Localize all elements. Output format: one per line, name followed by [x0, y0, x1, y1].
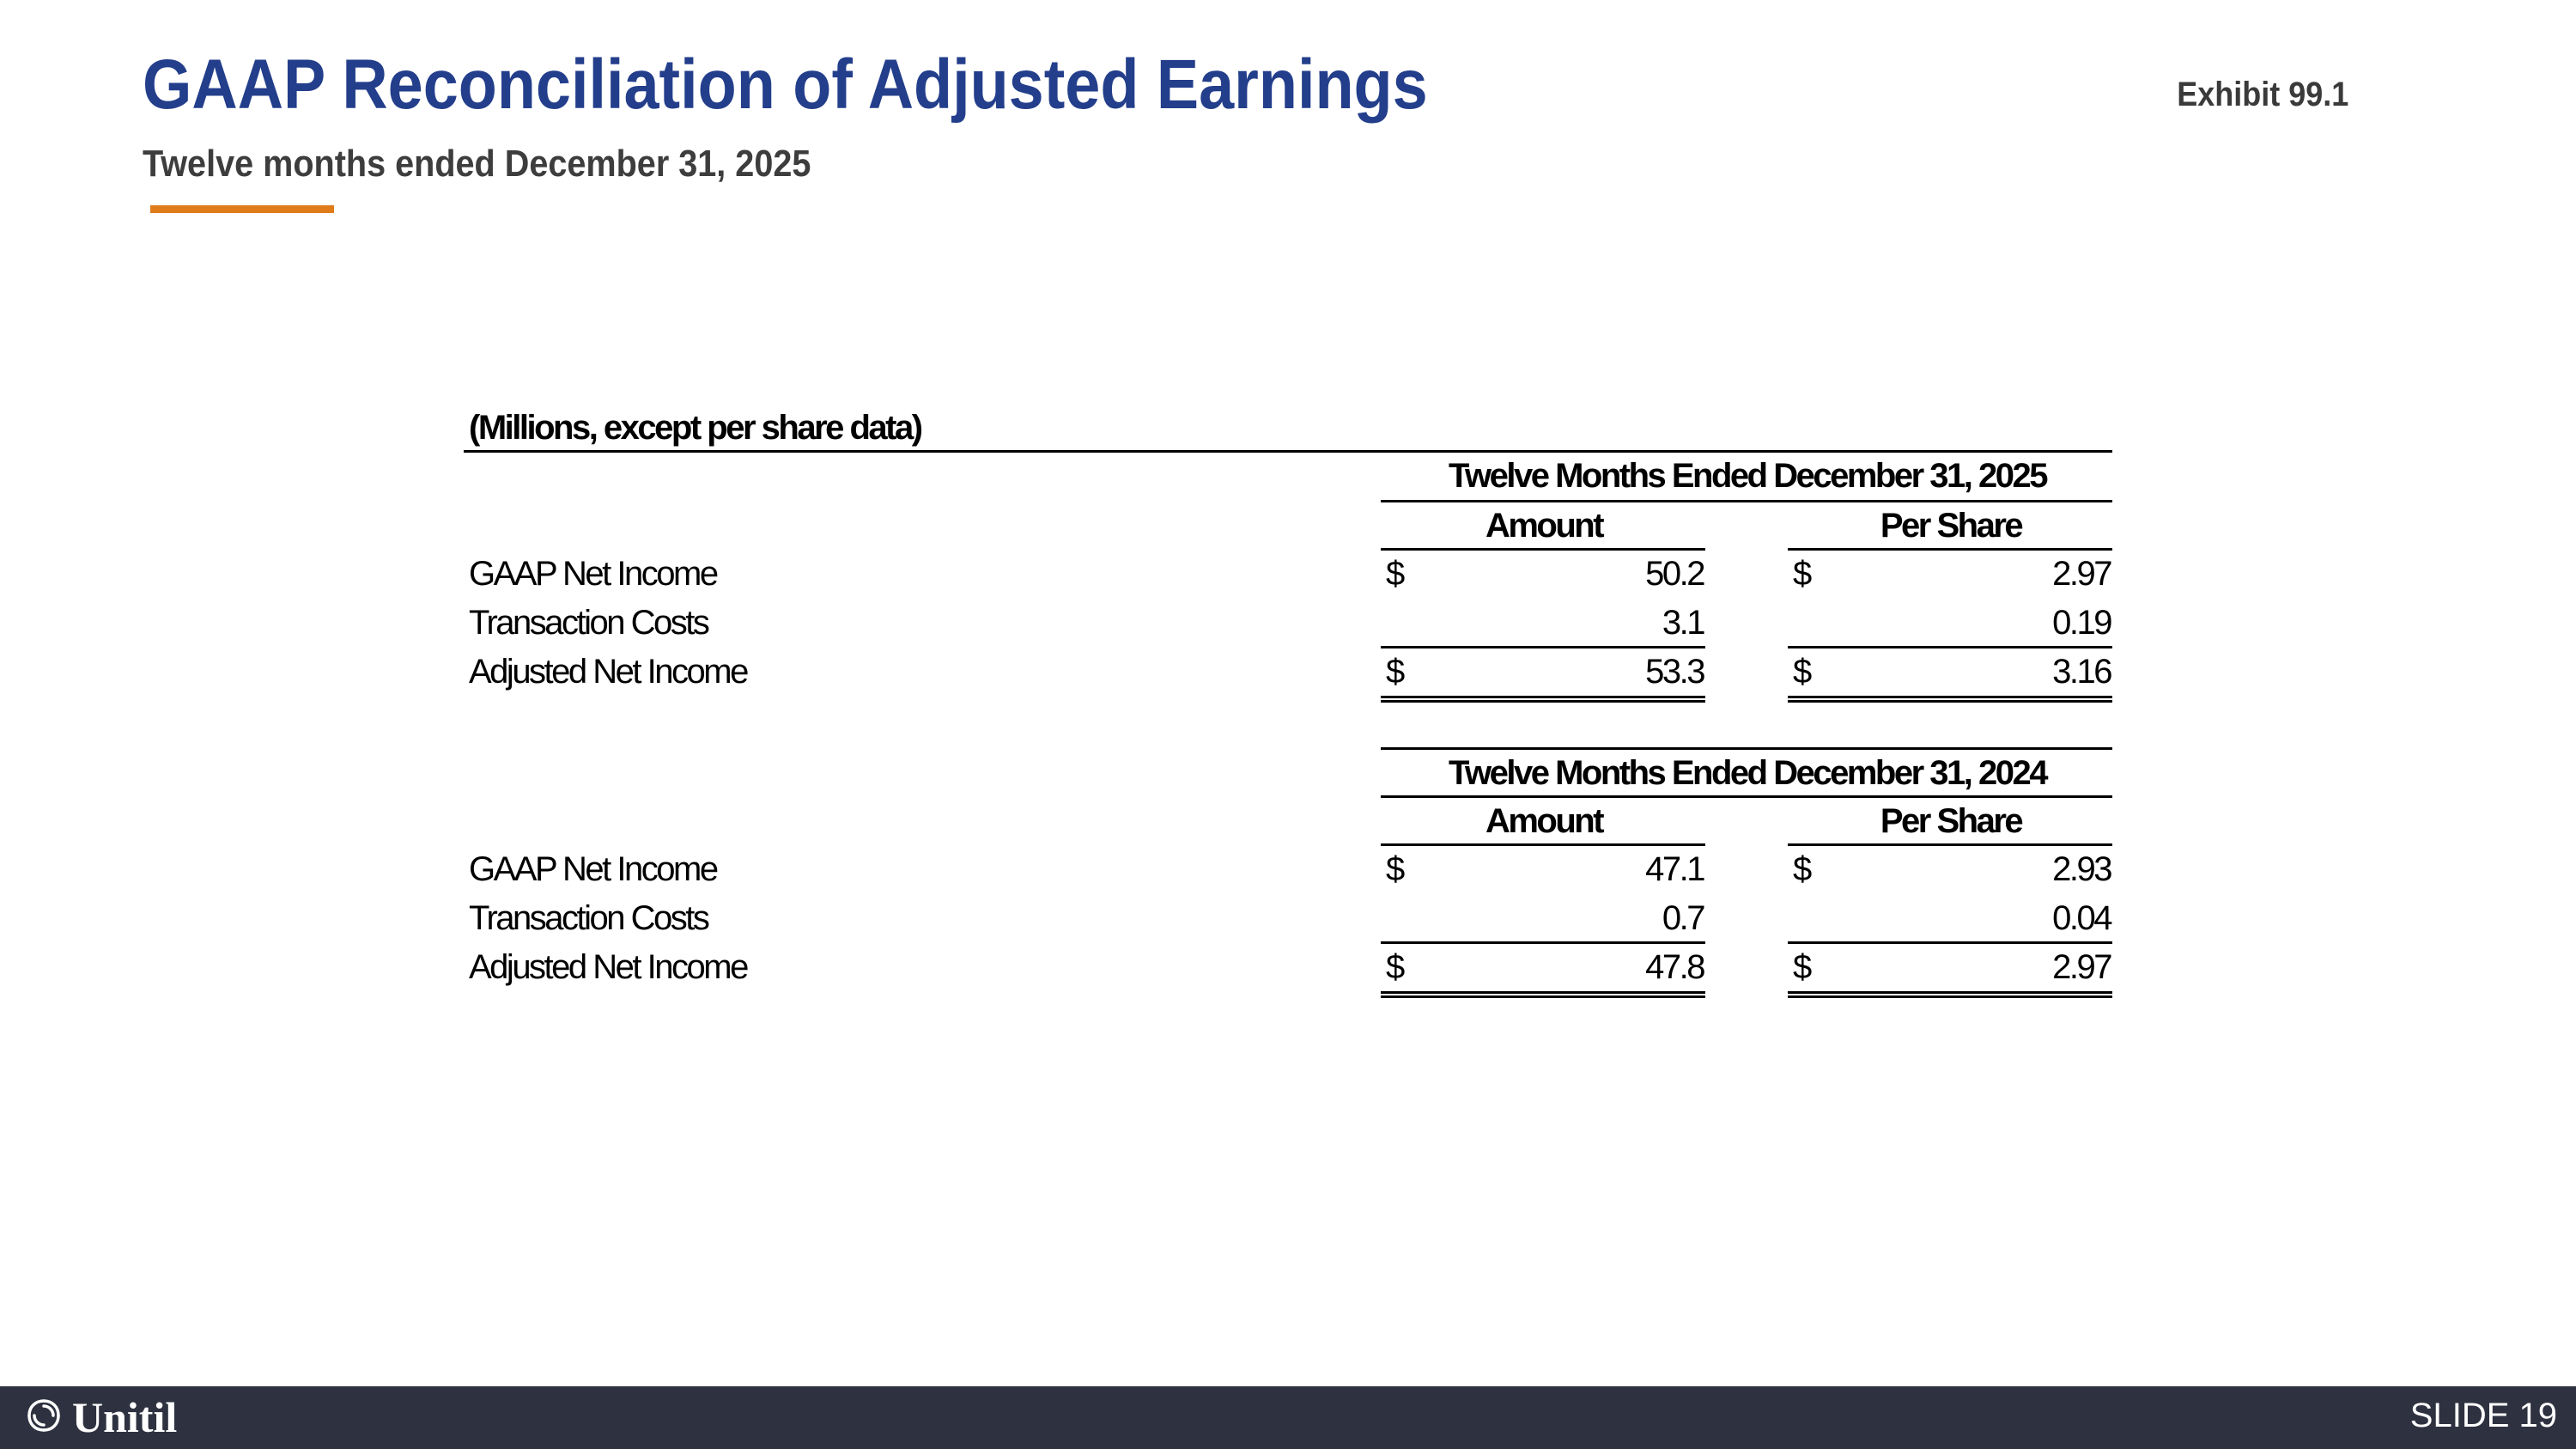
unitil-swirl-icon [24, 1396, 64, 1440]
per-share-value: 3.16 [2052, 653, 2111, 691]
period-header-2025: Twelve Months Ended December 31, 2025 [1449, 457, 2046, 495]
per-share-value: 0.04 [2052, 899, 2111, 937]
total-double-rule [1788, 991, 2112, 998]
currency-symbol: $ [1793, 850, 1810, 888]
unitil-logo [24, 1393, 177, 1441]
currency-symbol: $ [1386, 555, 1403, 593]
amount-value: 53.3 [1645, 653, 1704, 691]
page-title: GAAP Reconciliation of Adjusted Earnings [143, 46, 1428, 124]
total-double-rule [1381, 696, 1705, 703]
col-header-amount: Amount [1485, 507, 1603, 545]
currency-symbol: $ [1793, 653, 1810, 691]
exhibit-label: Exhibit 99.1 [2176, 76, 2348, 113]
row-label: Adjusted Net Income [469, 948, 747, 986]
amount-value: 47.8 [1645, 948, 1704, 986]
col-header-amount: Amount [1485, 802, 1603, 840]
per-share-value: 0.19 [2052, 604, 2111, 642]
currency-symbol: $ [1793, 555, 1810, 593]
page-subtitle: Twelve months ended December 31, 2025 [143, 143, 811, 185]
per-share-value: 2.97 [2052, 948, 2111, 986]
per-share-value: 2.97 [2052, 555, 2111, 593]
row-label: GAAP Net Income [469, 555, 717, 593]
amount-value: 47.1 [1645, 850, 1704, 888]
total-double-rule [1381, 991, 1705, 998]
slide-number: SLIDE 19 [2409, 1397, 2557, 1434]
units-note: (Millions, except per share data) [469, 409, 921, 447]
row-label: Transaction Costs [469, 604, 708, 642]
row-label: GAAP Net Income [469, 850, 717, 888]
amount-value: 3.1 [1662, 604, 1704, 642]
row-label: Adjusted Net Income [469, 653, 747, 691]
amount-value: 50.2 [1645, 555, 1704, 593]
col-header-per-share: Per Share [1880, 802, 2022, 840]
per-share-value: 2.93 [2052, 850, 2111, 888]
currency-symbol: $ [1386, 653, 1403, 691]
period-header-2024: Twelve Months Ended December 31, 2024 [1449, 754, 2046, 792]
amount-value: 0.7 [1662, 899, 1704, 937]
row-label: Transaction Costs [469, 899, 708, 937]
currency-symbol: $ [1386, 948, 1403, 986]
currency-symbol: $ [1386, 850, 1403, 888]
total-double-rule [1788, 696, 2112, 703]
currency-symbol: $ [1793, 948, 1810, 986]
col-header-per-share: Per Share [1880, 507, 2022, 545]
footer-bar [0, 1386, 2576, 1449]
logo-text: Unitil [72, 1393, 178, 1441]
